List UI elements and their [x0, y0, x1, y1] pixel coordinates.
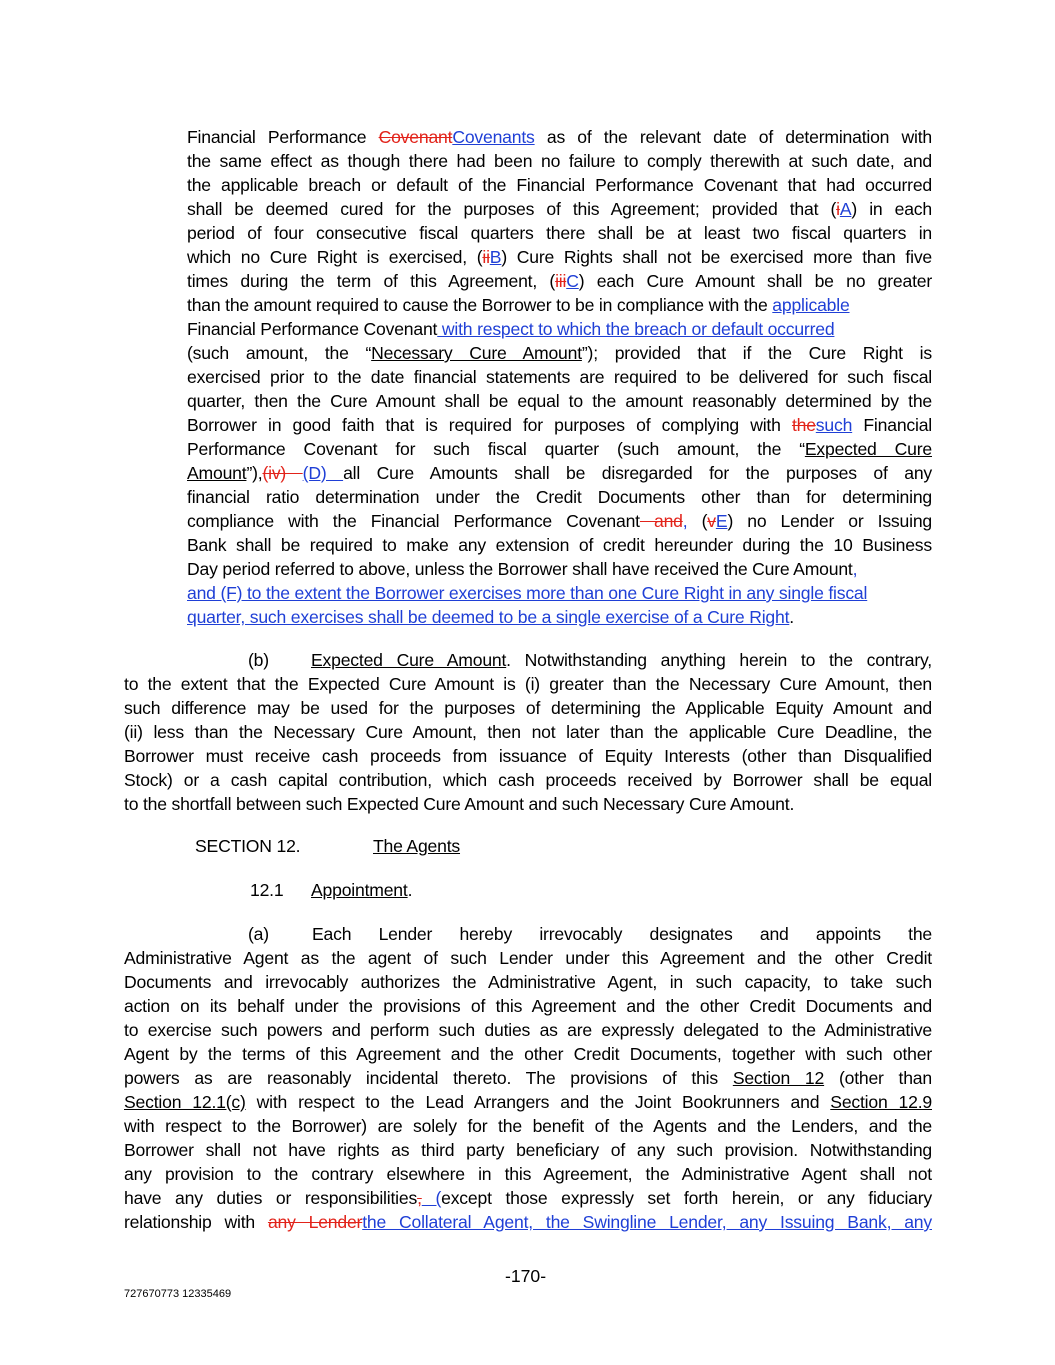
text-line: with respect to the Borrower) are solely for the benefit of the Agents and the Lenders, and the: [124, 1116, 932, 1136]
text-line: have any duties or responsibilities, (except those expressly set forth herein, or any fiduciary: [124, 1188, 932, 1208]
text-line: times during the term of this Agreement, (iiiC) each Cure Amount shall be no greater: [187, 271, 932, 291]
text-line: compliance with the Financial Performance Covenant and, (vE) no Lender or Issuing: [187, 511, 932, 531]
text-line: shall be deemed cured for the purposes of this Agreement; provided that (iA) in each: [187, 199, 932, 219]
text-line: any provision to the contrary elsewhere in this Agreement, the Administrative Agent shall not: [124, 1164, 932, 1184]
text-line: Borrower must receive cash proceeds from issuance of Equity Interests (other than Disqualified: [124, 746, 932, 766]
document-id: 727670773 12335469: [124, 1288, 232, 1300]
text-line: Amount”),(iv) (D) all Cure Amounts shall be disregarded for the purposes of any: [187, 463, 933, 483]
text-line: the same effect as though there had been no failure to comply therewith at such date, and: [187, 151, 932, 171]
text-line: quarter, such exercises shall be deemed to be a single exercise of a Cure Right.: [187, 607, 794, 627]
paragraph-number: (a): [248, 924, 269, 944]
text-line: financial ratio determination under the Credit Documents other than for determining: [187, 487, 932, 507]
section-reference: Section 12: [732, 1068, 825, 1088]
text-line: Financial Performance Covenant with respect to which the breach or default occurred: [187, 319, 835, 339]
text-line: Section 12.1(c) with respect to the Lead Arrangers and the Joint Bookrunners and Section 12.9: [124, 1092, 932, 1112]
text-line: relationship with any Lenderthe Collateral Agent, the Swingline Lender, any Issuing Bank, any: [124, 1212, 932, 1232]
paragraph-heading: Expected Cure Amount: [311, 650, 507, 670]
text-line: powers as are reasonably incidental thereto. The provisions of this Section 12 (other than: [124, 1068, 932, 1088]
text-line: such difference may be used for the purposes of determining the Applicable Equity Amount and: [124, 698, 932, 718]
paragraph-number: (b): [248, 650, 269, 670]
section-title: The Agents: [373, 836, 461, 856]
text-line: to the shortfall between such Expected Cure Amount and such Necessary Cure Amount.: [124, 794, 795, 814]
text-line: Bank shall be required to make any extension of credit hereunder during the 10 Business: [187, 535, 932, 555]
text-line: Performance Covenant for such fiscal quarter (such amount, the “Expected Cure: [187, 439, 932, 459]
text-line: Borrower shall not have rights as third party beneficiary of any such provision. Notwithstanding: [124, 1140, 932, 1160]
section-reference: Section 12.1(c): [124, 1092, 246, 1112]
text-line: quarter, then the Cure Amount shall be equal to the amount reasonably determined by the: [187, 391, 932, 411]
text-line: Financial Performance CovenantCovenants as of the relevant date of determination with: [187, 127, 932, 147]
text-line: (ii) less than the Necessary Cure Amount, then not later than the applicable Cure Deadline, the: [124, 722, 932, 742]
section-reference: Section 12.9: [830, 1092, 932, 1112]
text-line: Documents and irrevocably authorizes the Administrative Agent, in such capacity, to take such: [124, 972, 932, 992]
text-line: to exercise such powers and perform such duties as are expressly delegated to the Administrative: [124, 1020, 932, 1040]
defined-term: Expected Cure: [804, 439, 932, 459]
text-line: Expected Cure Amount. Notwithstanding anything herein to the contrary,: [311, 650, 932, 670]
subsection-title: Appointment: [311, 880, 408, 900]
text-line: the applicable breach or default of the Financial Performance Covenant that had occurred: [187, 175, 932, 195]
text-line: exercised prior to the date financial statements are required to be delivered for such fiscal: [187, 367, 932, 387]
page-number: -170-: [505, 1266, 547, 1286]
text-line: (such amount, the “Necessary Cure Amount”); provided that if the Cure Right is: [187, 343, 932, 363]
subsection-number: 12.1: [250, 880, 284, 900]
text-line: action on its behalf under the provisions of this Agreement and the other Credit Documents and: [124, 996, 932, 1016]
text-line: Day period referred to above, unless the Borrower shall have received the Cure Amount,: [187, 559, 858, 579]
text-line: than the amount required to cause the Borrower to be in compliance with the applicable: [187, 295, 850, 315]
text-line: Stock) or a cash capital contribution, which cash proceeds received by Borrower shall be equal: [124, 770, 932, 790]
text-line: Each Lender hereby irrevocably designates and appoints the: [312, 924, 932, 944]
defined-term: Necessary Cure Amount: [371, 343, 582, 363]
text-line: Agent by the terms of this Agreement and the other Credit Documents, together with such other: [124, 1044, 932, 1064]
text-line: period of four consecutive fiscal quarters there shall be at least two fiscal quarters in: [187, 223, 932, 243]
section-label: SECTION 12.: [195, 836, 301, 856]
defined-term: Amount: [187, 463, 247, 483]
text-line: which no Cure Right is exercised, (iiB) Cure Rights shall not be exercised more than five: [187, 247, 933, 267]
text-line: Administrative Agent as the agent of such Lender under this Agreement and the other Credit: [124, 948, 932, 968]
text-line: and (F) to the extent the Borrower exercises more than one Cure Right in any single fiscal: [187, 583, 868, 603]
text-line: Borrower in good faith that is required for purposes of complying with thesuch Financial: [187, 415, 932, 435]
subsection-title-line: Appointment.: [311, 880, 413, 900]
text-line: to the extent that the Expected Cure Amount is (i) greater than the Necessary Cure Amount, then: [124, 674, 932, 694]
